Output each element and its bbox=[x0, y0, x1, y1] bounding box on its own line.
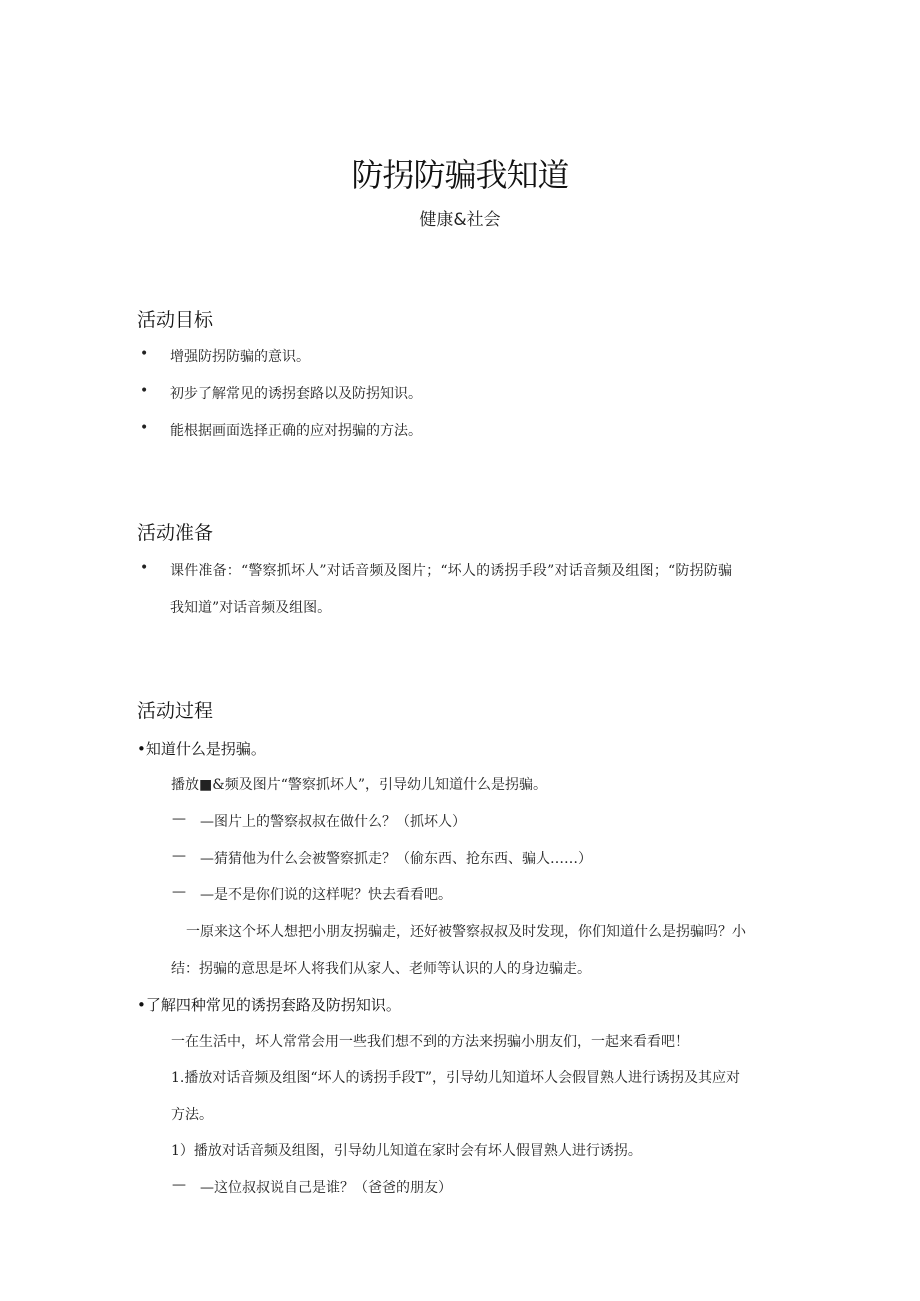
page-subtitle: 健康&社会 bbox=[419, 210, 501, 230]
part1-title: •知道什么是拐骗。 bbox=[137, 740, 266, 758]
question-line: —猜猜他为什么会被警察抓走？（偷东西、抢东西、骗人……） bbox=[200, 851, 592, 867]
goal-item: 初步了解常见的诱拐套路以及防拐知识。 bbox=[170, 386, 422, 402]
prep-heading: 活动准备 bbox=[137, 522, 214, 544]
question-line: —是不是你们说的这样呢？快去看看吧。 bbox=[200, 887, 452, 903]
bullet-icon: • bbox=[140, 560, 149, 576]
summary-line: 结：拐骗的意思是坏人将我们从家人、老师等认识的人的身边骗走。 bbox=[171, 961, 591, 977]
dash-marker: — bbox=[172, 811, 186, 827]
substep-line: 1）播放对话音频及组图，引导幼儿知道在家时会有坏人假冒熟人进行诱拐。 bbox=[171, 1143, 642, 1159]
prep-line: 我知道”对话音频及组图。 bbox=[170, 600, 332, 616]
goal-item: 能根据画面选择正确的应对拐骗的方法。 bbox=[170, 423, 422, 439]
goal-item: 增强防拐防骗的意识。 bbox=[170, 349, 310, 365]
process-heading: 活动过程 bbox=[137, 700, 214, 722]
part2-title: •了解四种常见的诱拐套路及防拐知识。 bbox=[137, 996, 401, 1014]
dash-marker: — bbox=[172, 848, 186, 864]
question-line: —这位叔叔说自己是谁？（爸爸的朋友） bbox=[200, 1180, 452, 1196]
prep-line: 课件准备：“警察抓坏人”对话音频及图片；“坏人的诱拐手段”对话音频及组图；“防拐防骗 bbox=[170, 563, 733, 579]
bullet-icon: • bbox=[140, 420, 149, 436]
page-title: 防拐防骗我知道 bbox=[351, 156, 569, 194]
part1-intro: 播放■&频及图片“警察抓坏人”，引导幼儿知道什么是拐骗。 bbox=[171, 777, 548, 793]
part2-intro: 一在生活中，坏人常常会用一些我们想不到的方法来拐骗小朋友们，一起来看看吧！ bbox=[171, 1034, 689, 1050]
question-line: —图片上的警察叔叔在做什么？（抓坏人） bbox=[200, 814, 466, 830]
bullet-icon: • bbox=[140, 346, 149, 362]
dash-marker: — bbox=[172, 1177, 186, 1193]
summary-line: 一原来这个坏人想把小朋友拐骗走，还好被警察叔叔及时发现，你们知道什么是拐骗吗？小 bbox=[186, 924, 746, 940]
goals-heading: 活动目标 bbox=[137, 309, 214, 331]
dash-marker: — bbox=[172, 884, 186, 900]
bullet-icon: • bbox=[140, 383, 149, 399]
step-line: 1.播放对话音频及组图“坏人的诱拐手段T”，引导幼儿知道坏人会假冒熟人进行诱拐及其应对 bbox=[171, 1070, 741, 1086]
step-line: 方法。 bbox=[171, 1107, 213, 1123]
